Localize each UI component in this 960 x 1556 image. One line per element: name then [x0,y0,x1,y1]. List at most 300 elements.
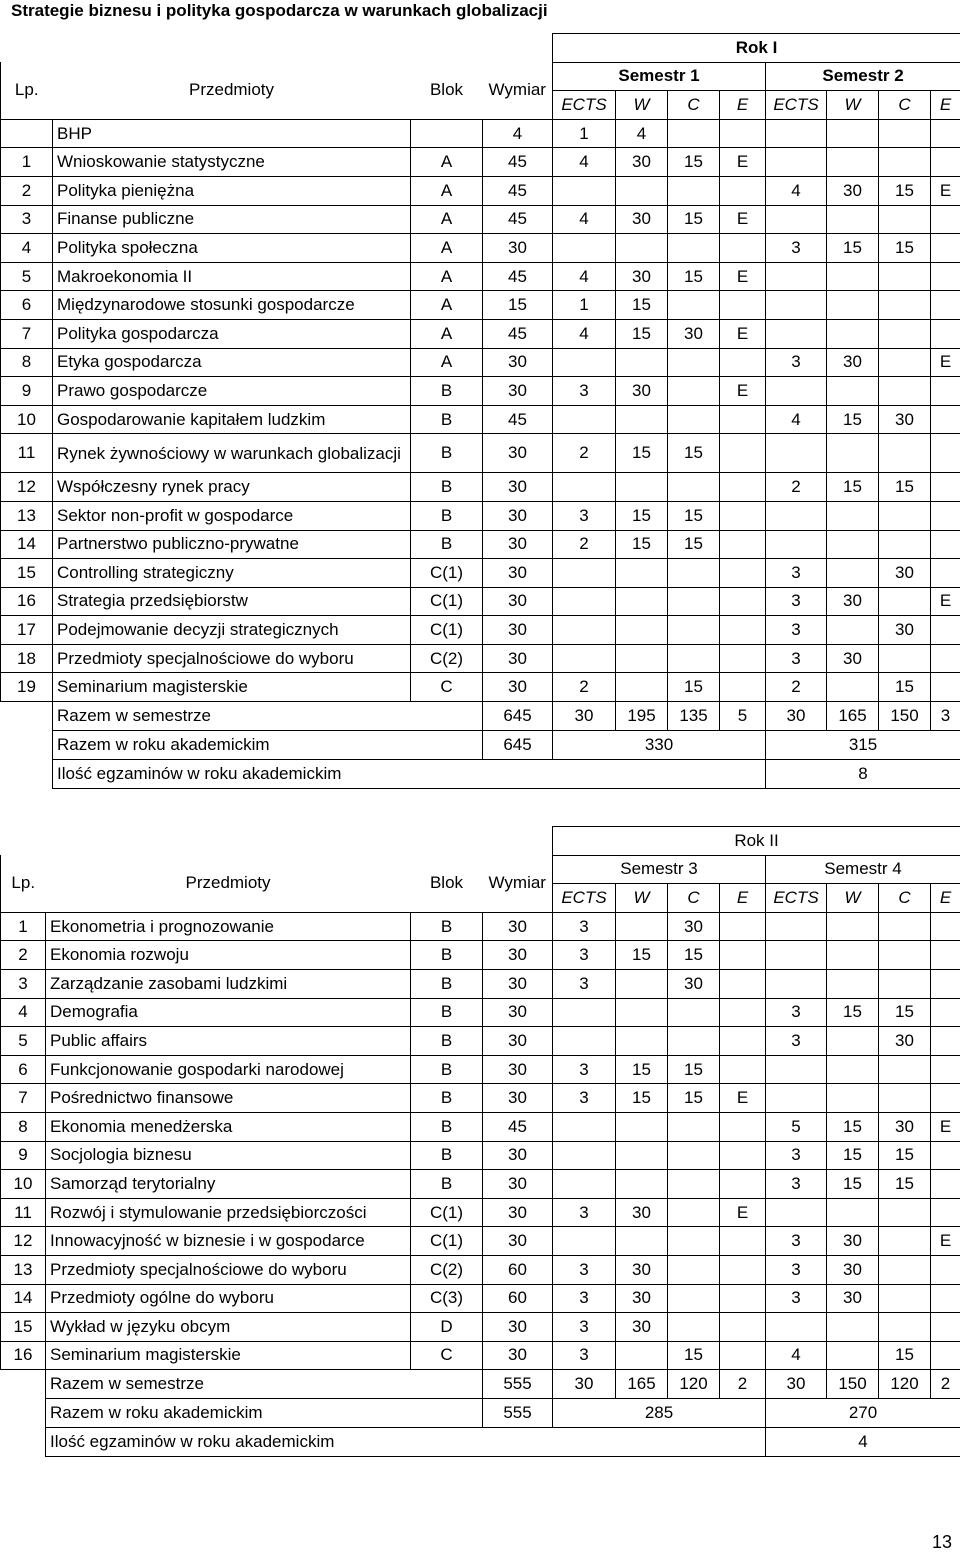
table-row [1,1055,960,1084]
row-sem-b-w [827,941,879,970]
table-row [1,644,960,673]
table-row [1,501,960,530]
row-sem-a-e [720,1341,766,1370]
row-sem-a-c [668,405,720,434]
row-subject: Polityka pieniężna [53,176,411,205]
row-subject: Seminarium magisterskie [46,1341,411,1370]
row-sem-a-w: 15 [616,319,668,348]
row-sem-b-c: 15 [879,1341,931,1370]
header-blok: Blok [411,855,483,912]
header-c-a: C [668,91,720,120]
row-sem-a-w [616,998,668,1027]
row-sem-b-w [827,205,879,234]
row-sem-b-w [827,319,879,348]
sum-semester-b-1: 150 [827,1370,879,1399]
row-sem-b-e [931,644,960,673]
row-sem-b-w: 30 [827,176,879,205]
row-lp: 8 [1,1112,46,1141]
table-row [1,1112,960,1141]
sum-year-wymiar: 555 [483,1399,553,1428]
row-subject: Public affairs [46,1027,411,1056]
row-sem-b-ects [766,148,827,177]
header-e-b: E [931,884,960,913]
row-sem-a-w: 30 [616,377,668,406]
row-sem-b-c: 30 [879,1112,931,1141]
row-sem-b-e [931,998,960,1027]
row-blok: B [411,1112,483,1141]
row-sem-a-ects: 3 [553,1255,616,1284]
row-lp: 2 [1,176,53,205]
row-sem-a-ects [553,587,616,616]
row-blok: C(1) [411,1227,483,1256]
table-row [1,148,960,177]
row-sem-a-c [668,998,720,1027]
table-row [1,530,960,559]
row-subject: Socjologia biznesu [46,1141,411,1170]
row-blok: B [411,377,483,406]
exams-label: Ilość egzaminów w roku akademickim [46,1428,766,1457]
row-sem-a-e [720,1227,766,1256]
row-sem-b-ects: 4 [766,176,827,205]
row-blok: D [411,1313,483,1342]
row-sem-a-w: 15 [616,941,668,970]
row-sem-a-e: E [720,205,766,234]
row-sem-a-w [616,1341,668,1370]
row-subject: Prawo gospodarcze [53,377,411,406]
row-sem-b-e [931,941,960,970]
sum-semester-a-2: 135 [668,702,720,731]
row-sem-b-ects [766,319,827,348]
row-sem-b-e [931,262,960,291]
row-sem-b-ects [766,262,827,291]
row-sem-b-w: 15 [827,1170,879,1199]
table-row [1,1170,960,1199]
row-wymiar: 45 [483,262,553,291]
row-sem-a-c [668,348,720,377]
row-sem-b-ects: 3 [766,998,827,1027]
table-row [1,912,960,941]
row-lp: 11 [1,1198,46,1227]
row-blok: C(1) [411,616,483,645]
row-sem-a-e [720,559,766,588]
row-blok: C(3) [411,1284,483,1313]
row-sem-a-e [720,434,766,473]
row-sem-a-w: 15 [616,1084,668,1113]
row-lp: 8 [1,348,53,377]
row-sem-a-ects: 3 [553,941,616,970]
row-sem-b-e [931,319,960,348]
row-sem-a-w: 15 [616,434,668,473]
row-subject: Ekonomia rozwoju [46,941,411,970]
row-blok: A [411,348,483,377]
row-sem-b-ects [766,1055,827,1084]
row-sem-a-e: E [720,319,766,348]
header-row-year [1,827,960,856]
row-sem-a-c: 15 [668,1084,720,1113]
row-sem-b-e [931,1027,960,1056]
sum-semester-b-2: 150 [879,702,931,731]
table-row [1,205,960,234]
row-sem-b-c [879,205,931,234]
row-wymiar: 30 [483,501,553,530]
row-blok: B [411,969,483,998]
row-sem-b-w [827,530,879,559]
table-row [1,377,960,406]
sum-semester-a-1: 195 [616,702,668,731]
row-blok: B [411,1170,483,1199]
row-subject: Seminarium magisterskie [53,673,411,702]
row-subject: Gospodarowanie kapitałem ludzkim [53,405,411,434]
sum-year-blank [1,731,53,760]
row-sem-a-w: 4 [616,119,668,148]
row-sem-b-e [931,119,960,148]
row-sem-b-e [931,1141,960,1170]
row-wymiar: 30 [483,644,553,673]
row-sem-a-c [668,559,720,588]
row-sem-b-c [879,1227,931,1256]
row-sem-a-w: 15 [616,501,668,530]
row-sem-a-c: 15 [668,941,720,970]
row-sem-b-e [931,434,960,473]
row-sem-a-e [720,291,766,320]
row-subject: Zarządzanie zasobami ludzkimi [46,969,411,998]
table-row [1,1027,960,1056]
row-sem-a-c: 30 [668,969,720,998]
row-wymiar: 30 [483,434,553,473]
row-sem-a-ects: 2 [553,530,616,559]
header-semester-a: Semestr 3 [553,855,766,884]
table-row [1,119,960,148]
row-sem-b-e [931,530,960,559]
header-lp: Lp. [1,855,46,912]
row-lp: 7 [1,319,53,348]
row-sem-b-c [879,941,931,970]
row-sem-a-e [720,1313,766,1342]
row-sem-a-ects: 3 [553,969,616,998]
sum-semester-label: Razem w semestrze [53,702,483,731]
row-sem-b-w [827,1198,879,1227]
year-title: Rok II [553,827,960,856]
row-sem-a-w: 15 [616,530,668,559]
sum-semester-a-0: 30 [553,1370,616,1399]
row-lp: 10 [1,405,53,434]
row-sem-b-ects: 3 [766,1170,827,1199]
row-sem-a-w: 30 [616,148,668,177]
row-sem-a-ects: 1 [553,119,616,148]
row-sem-a-c [668,587,720,616]
row-sem-b-ects: 3 [766,1255,827,1284]
row-sem-b-e [931,673,960,702]
table-row [1,234,960,263]
row-sem-a-ects: 4 [553,205,616,234]
row-blok: A [411,148,483,177]
row-blok: B [411,434,483,473]
row-wymiar: 30 [483,234,553,263]
row-sem-a-ects: 3 [553,912,616,941]
row-sem-b-ects [766,1198,827,1227]
sum-semester-b-3: 2 [931,1370,960,1399]
row-sem-a-ects: 3 [553,377,616,406]
row-sem-a-w [616,1112,668,1141]
row-sem-a-w [616,176,668,205]
table-row [1,1284,960,1313]
row-sem-b-c [879,291,931,320]
row-sem-a-w: 30 [616,1255,668,1284]
header-blank [1,827,553,856]
row-sem-b-ects [766,205,827,234]
row-subject: Rynek żywnościowy w warunkach globalizacji [53,434,411,473]
row-blok: B [411,530,483,559]
row-sem-b-ects: 3 [766,234,827,263]
exams-row [1,1428,960,1457]
header-przedmioty: Przedmioty [46,855,411,912]
exams-count: 4 [766,1428,960,1457]
sum-year-label: Razem w roku akademickim [46,1399,483,1428]
row-lp: 13 [1,1255,46,1284]
row-blok: A [411,205,483,234]
row-sem-b-ects: 2 [766,673,827,702]
row-lp: 1 [1,912,46,941]
row-sem-a-e [720,941,766,970]
row-blok: C(1) [411,1198,483,1227]
sum-semester-b-1: 165 [827,702,879,731]
header-wymiar: Wymiar [483,62,553,119]
row-sem-b-w: 30 [827,587,879,616]
row-sem-a-c [668,119,720,148]
page-number: 13 [931,1532,952,1552]
row-sem-a-c [668,1227,720,1256]
row-sem-b-e [931,1084,960,1113]
row-blok: C(1) [411,587,483,616]
row-lp: 6 [1,1055,46,1084]
row-blok: B [411,1055,483,1084]
row-sem-b-c: 30 [879,616,931,645]
row-lp: 11 [1,434,53,473]
row-sem-a-e [720,616,766,645]
row-lp: 18 [1,644,53,673]
row-sem-b-ects [766,1313,827,1342]
row-sem-b-ects: 4 [766,405,827,434]
header-semester-a: Semestr 1 [553,62,766,91]
row-sem-b-ects: 3 [766,348,827,377]
row-sem-a-ects [553,176,616,205]
sum-semester-b-3: 3 [931,702,960,731]
row-sem-a-e: E [720,377,766,406]
table-row [1,616,960,645]
row-sem-b-w [827,501,879,530]
row-subject: BHP [53,119,411,148]
header-w-a: W [616,91,668,120]
row-sem-b-w: 15 [827,405,879,434]
row-sem-a-e [720,1170,766,1199]
row-sem-b-c [879,501,931,530]
table-row [1,559,960,588]
row-sem-a-c [668,473,720,502]
row-sem-b-ects: 3 [766,1284,827,1313]
header-row-year [1,34,960,63]
table-row [1,1198,960,1227]
row-blok: B [411,473,483,502]
sum-year-row [1,731,960,760]
table-row [1,1227,960,1256]
row-sem-a-ects [553,1141,616,1170]
header-lp: Lp. [1,62,53,119]
row-sem-b-w [827,1341,879,1370]
row-sem-b-w [827,262,879,291]
row-sem-a-e [720,234,766,263]
row-sem-a-ects: 3 [553,1313,616,1342]
row-wymiar: 30 [483,1055,553,1084]
row-sem-a-e [720,1112,766,1141]
row-lp: 15 [1,1313,46,1342]
row-blok: A [411,176,483,205]
row-sem-a-e [720,405,766,434]
row-sem-a-w [616,405,668,434]
row-sem-a-ects: 4 [553,319,616,348]
row-sem-b-w: 15 [827,1141,879,1170]
table-row [1,176,960,205]
row-lp: 12 [1,473,53,502]
row-sem-a-e [720,348,766,377]
row-subject: Ekonometria i prognozowanie [46,912,411,941]
row-wymiar: 30 [483,1027,553,1056]
row-sem-a-ects: 3 [553,1055,616,1084]
row-lp: 5 [1,262,53,291]
row-sem-b-ects [766,377,827,406]
header-e-b: E [931,91,960,120]
row-sem-a-ects: 3 [553,1341,616,1370]
sum-semester-a-2: 120 [668,1370,720,1399]
row-subject: Funkcjonowanie gospodarki narodowej [46,1055,411,1084]
row-sem-a-ects: 3 [553,1198,616,1227]
sum-semester-a-3: 5 [720,702,766,731]
row-sem-b-c [879,1055,931,1084]
row-sem-b-ects: 2 [766,473,827,502]
row-sem-a-c: 15 [668,262,720,291]
row-subject: Polityka gospodarcza [53,319,411,348]
row-wymiar: 30 [483,348,553,377]
sum-semester-a-3: 2 [720,1370,766,1399]
row-sem-a-ects: 4 [553,262,616,291]
row-lp: 4 [1,234,53,263]
row-subject: Współczesny rynek pracy [53,473,411,502]
table-row [1,1255,960,1284]
row-wymiar: 30 [483,1227,553,1256]
row-sem-a-ects [553,1112,616,1141]
row-sem-b-ects: 5 [766,1112,827,1141]
year2-table [0,826,960,1457]
table-row [1,434,960,473]
header-ects-a: ECTS [553,884,616,913]
row-wymiar: 30 [483,912,553,941]
row-lp: 3 [1,205,53,234]
row-sem-a-ects: 3 [553,501,616,530]
sum-semester-row [1,1370,960,1399]
row-blok: A [411,234,483,263]
row-sem-a-w [616,1027,668,1056]
row-sem-a-c: 30 [668,319,720,348]
row-sem-a-ects [553,559,616,588]
row-sem-a-c [668,1313,720,1342]
row-lp: 1 [1,148,53,177]
table-row [1,319,960,348]
row-sem-a-ects [553,1027,616,1056]
header-blok: Blok [411,62,483,119]
row-sem-a-ects: 3 [553,1084,616,1113]
row-wymiar: 30 [483,1170,553,1199]
row-sem-b-w: 30 [827,1255,879,1284]
row-sem-a-ects: 1 [553,291,616,320]
sum-year-label: Razem w roku akademickim [53,731,483,760]
row-lp: 9 [1,1141,46,1170]
row-lp: 16 [1,1341,46,1370]
row-sem-a-c: 15 [668,673,720,702]
row-sem-b-c: 15 [879,176,931,205]
row-sem-b-w [827,1055,879,1084]
row-sem-a-e [720,587,766,616]
row-sem-a-w: 30 [616,1313,668,1342]
row-subject: Samorząd terytorialny [46,1170,411,1199]
row-blok: B [411,912,483,941]
sum-year-blank [1,1399,46,1428]
sum-year-row [1,1399,960,1428]
table-row [1,587,960,616]
row-sem-a-e: E [720,148,766,177]
row-sem-a-w [616,912,668,941]
row-wymiar: 30 [483,969,553,998]
row-lp: 6 [1,291,53,320]
exams-blank [1,1428,46,1457]
row-subject: Etyka gospodarcza [53,348,411,377]
row-sem-a-c: 15 [668,1055,720,1084]
row-sem-b-w [827,673,879,702]
row-sem-a-w [616,616,668,645]
row-sem-b-ects [766,434,827,473]
row-lp [1,119,53,148]
row-sem-b-e [931,291,960,320]
row-sem-a-ects: 2 [553,434,616,473]
sum-year-wymiar: 645 [483,731,553,760]
sum-blank [1,702,53,731]
header-semester-b: Semestr 2 [766,62,960,91]
row-sem-b-e: E [931,176,960,205]
row-sem-a-c [668,291,720,320]
row-sem-a-c [668,1112,720,1141]
document-title: Strategie biznesu i polityka gospodarcza w warunkach globalizacji [11,1,548,20]
sum-semester-wymiar: 645 [483,702,553,731]
row-sem-a-ects: 2 [553,673,616,702]
table-row [1,1084,960,1113]
row-wymiar: 30 [483,1198,553,1227]
row-wymiar: 30 [483,587,553,616]
year-title: Rok I [553,34,960,63]
row-sem-b-w: 15 [827,1112,879,1141]
row-sem-a-c [668,1027,720,1056]
row-sem-b-e [931,205,960,234]
row-sem-a-c: 30 [668,912,720,941]
exams-count: 8 [766,760,960,789]
row-wymiar: 30 [483,377,553,406]
table-row [1,969,960,998]
row-sem-a-w [616,1141,668,1170]
row-subject: Przedmioty ogólne do wyboru [46,1284,411,1313]
sum-year-b: 315 [766,731,960,760]
row-blok: B [411,1141,483,1170]
row-subject: Wykład w języku obcym [46,1313,411,1342]
row-blok [411,119,483,148]
row-wymiar: 30 [483,941,553,970]
row-lp: 14 [1,1284,46,1313]
